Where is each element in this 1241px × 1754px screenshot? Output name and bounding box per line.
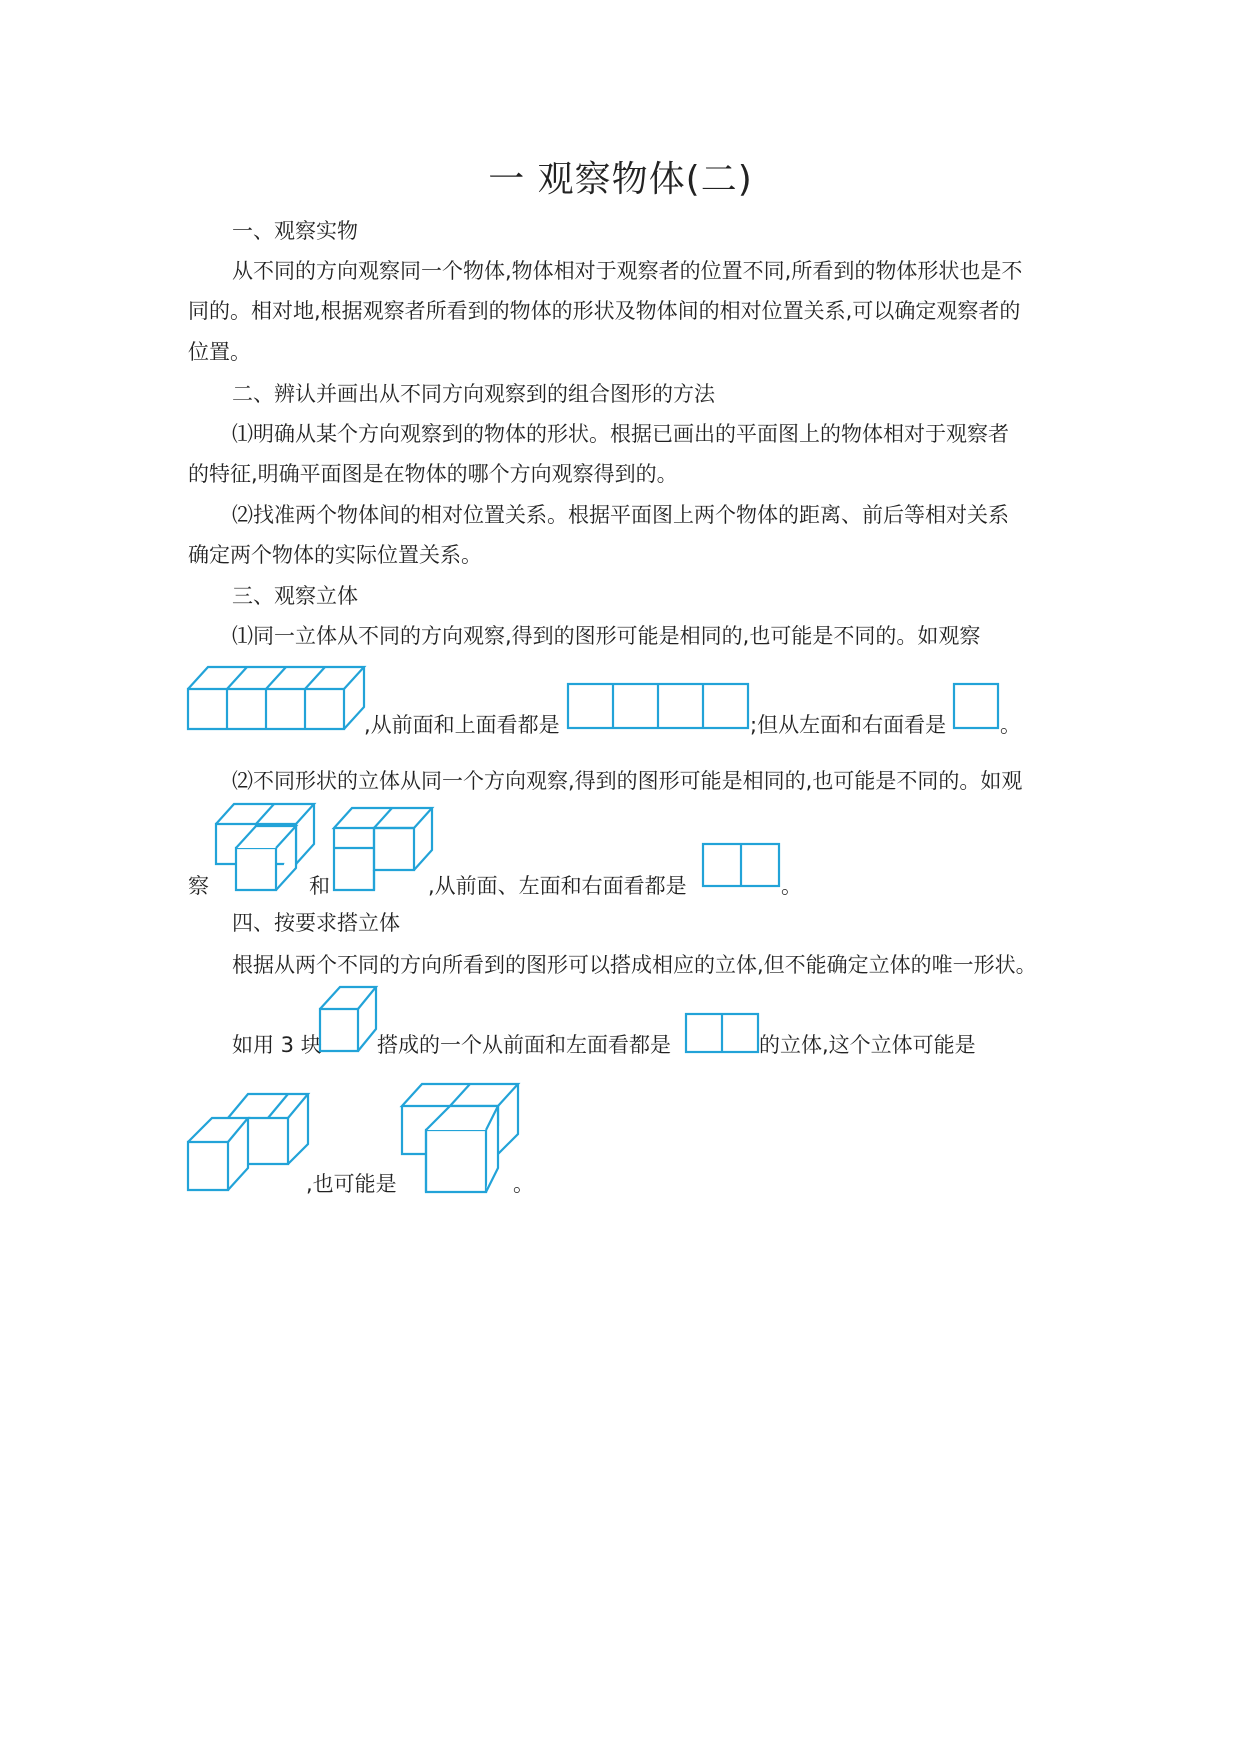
page-title: 一 观察物体(二) [488,159,753,200]
three-cube-figure-b [332,806,432,892]
section-2-item-2-line-2: 确定两个物体的实际位置关系。 [188,543,482,567]
section-2-heading: 二、辨认并画出从不同方向观察到的组合图形的方法 [232,382,715,406]
section-3-item-2-text-0: 察 [188,874,209,898]
section-3-item-2-text-3: 。 [781,874,802,898]
section-2-item-1-line-1: ⑴明确从某个方向观察到的物体的形状。根据已画出的平面图上的物体相对于观察者 [232,422,1009,446]
section-3-item-2-text-1: 和 [309,874,330,898]
three-cube-figure-a [214,800,314,892]
section-3-item-1-text-1: ,从前面和上面看都是 [364,713,560,737]
section-3-item-1-text-2: ;但从左面和右面看是 [750,713,947,737]
section-4-text-3: ,也可能是 [306,1172,397,1196]
section-1-paragraph-line-3: 位置。 [188,340,251,364]
section-1-paragraph-line-1: 从不同的方向观察同一个物体,物体相对于观察者的位置不同,所看到的物体形状也是不 [232,259,1023,283]
section-3-item-1-text-3: 。 [1000,713,1021,737]
possible-figure-2 [400,1082,520,1194]
section-4-text-4: 。 [513,1172,534,1196]
section-3-heading: 三、观察立体 [232,584,358,608]
section-4-text-2: 的立体,这个立体可能是 [759,1033,976,1057]
single-square-view-figure [952,682,1000,730]
single-cube-figure [318,985,378,1053]
section-4-paragraph: 根据从两个不同的方向所看到的图形可以搭成相应的立体,但不能确定立体的唯一形状。 [232,953,1037,977]
section-1-paragraph-line-2: 同的。相对地,根据观察者所看到的物体的形状及物体间的相对位置关系,可以确定观察者的 [188,299,1021,323]
section-3-item-2-line-1: ⑵不同形状的立体从同一个方向观察,得到的图形可能是相同的,也可能是不同的。如观 [232,769,1023,793]
possible-figure-1 [186,1092,310,1192]
four-cube-row-figure [186,663,366,731]
section-4-text-0: 如用 3 块 [232,1033,322,1057]
section-2-item-2-line-1: ⑵找准两个物体间的相对位置关系。根据平面图上两个物体的距离、前后等相对关系 [232,503,1009,527]
section-1-heading: 一、观察实物 [232,219,358,243]
two-square-small-view-figure [684,1012,760,1054]
section-3-item-1-line-1: ⑴同一立体从不同的方向观察,得到的图形可能是相同的,也可能是不同的。如观察 [232,624,981,648]
section-4-text-1: 搭成的一个从前面和左面看都是 [377,1033,671,1057]
two-square-view-figure [701,842,781,888]
section-4-heading: 四、按要求搭立体 [232,911,400,935]
section-3-item-2-text-2: ,从前面、左面和右面看都是 [428,874,687,898]
four-square-view-figure [566,682,750,730]
section-2-item-1-line-2: 的特征,明确平面图是在物体的哪个方向观察得到的。 [188,462,678,486]
